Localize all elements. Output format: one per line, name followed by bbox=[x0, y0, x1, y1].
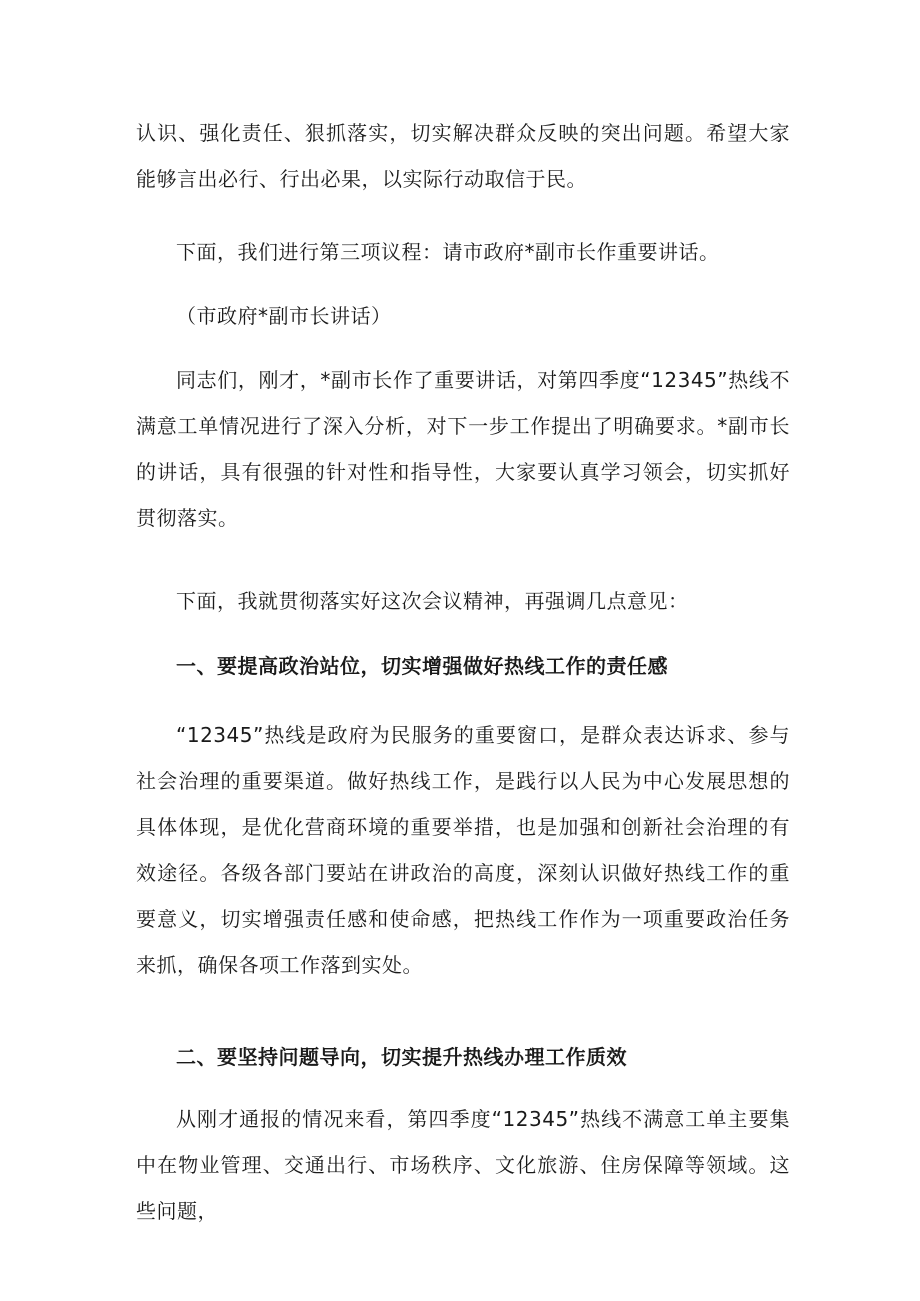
paragraph-continuation: 认识、强化责任、狠抓落实，切实解决群众反映的突出问题。希望大家能够言出必行、行出必果，以实际行动取信于民。 bbox=[136, 121, 790, 191]
paragraph-speech-note: （市政府*副市长讲话） bbox=[176, 304, 392, 328]
paragraph-section-one-body: “12345”热线是政府为民服务的重要窗口，是群众表达诉求、参与社会治理的重要渠道。做好热线工作，是践行以人民为中心发展思想的具体体现，是优化营商环境的重要举措，也是加强和创新社会治理的有效途径。各级各部门要站在讲政治的高度，深刻认识做好热线工作的重要意义，切实增强责任感和使命感，把热线工作作为一项重要政治任务来抓，确保各项工作落到实处。 bbox=[136, 723, 790, 977]
section-heading-two: 二、要坚持问题导向，切实提升热线办理工作质效 bbox=[176, 1045, 627, 1069]
paragraph-section-two-body: 从刚才通报的情况来看，第四季度“12345”热线不满意工单主要集中在物业管理、交通出行、市场秩序、文化旅游、住房保障等领域。这些问题， bbox=[136, 1107, 790, 1223]
section-heading-one: 一、要提高政治站位，切实增强做好热线工作的责任感 bbox=[176, 654, 668, 678]
paragraph-comrades: 同志们，刚才，*副市长作了重要讲话，对第四季度“12345”热线不满意工单情况进行了深入分析，对下一步工作提出了明确要求。*副市长的讲话，具有很强的针对性和指导性，大家要认真学习领会，切实抓好贯彻落实。 bbox=[136, 368, 790, 530]
paragraph-opinions-intro: 下面，我就贯彻落实好这次会议精神，再强调几点意见： bbox=[176, 589, 689, 613]
paragraph-agenda-three: 下面，我们进行第三项议程：请市政府*副市长作重要讲话。 bbox=[176, 240, 720, 264]
